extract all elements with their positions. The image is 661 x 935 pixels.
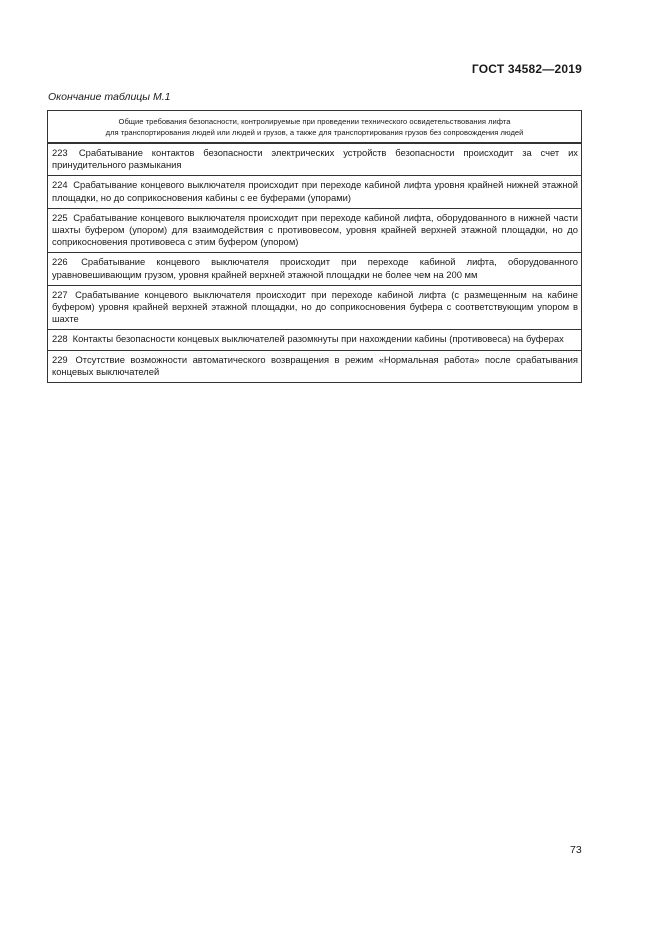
table-row xyxy=(48,143,582,176)
requirement-text: Срабатывание контактов безопасности электрических устройств безопасности происходит за счет их принудительного размыкания xyxy=(52,147,578,171)
table-cell xyxy=(48,253,582,285)
table-row xyxy=(48,285,582,330)
table-header-row xyxy=(48,111,582,144)
table-row xyxy=(48,208,582,253)
document-code: ГОСТ 34582—2019 xyxy=(471,62,582,76)
table-cell xyxy=(48,285,582,330)
table-cell xyxy=(48,350,582,382)
table-header-line-2: для транспортирования людей или людей и грузов, а также для транспортирования грузов без сопровождения людей xyxy=(105,128,524,137)
table-cell xyxy=(48,143,582,176)
requirement-number: 227 xyxy=(52,288,68,300)
table-row xyxy=(48,176,582,208)
page-number: 73 xyxy=(570,844,582,856)
requirement-text: Срабатывание концевого выключателя происходит при переходе кабиной лифта, оборудованного уравновешивающим грузом, уровня крайней верхней этажной площадки не более чем на 200 мм xyxy=(52,256,578,280)
table-row xyxy=(48,253,582,285)
table-cell xyxy=(48,176,582,208)
table-row xyxy=(48,330,582,350)
requirements-table xyxy=(47,110,582,383)
requirement-number: 223 xyxy=(52,147,68,158)
table-caption: Окончание таблицы М.1 xyxy=(48,91,171,103)
requirement-text: Контакты безопасности концевых выключателей разомкнуты при нахождении кабины (противовеса) на буферах xyxy=(72,333,564,345)
table-header-line-1: Общие требования безопасности, контролируемые при проведении технического освидетельствования лифта xyxy=(118,117,511,126)
table-row xyxy=(48,350,582,382)
table-header-cell xyxy=(48,111,582,144)
table-cell xyxy=(48,330,582,350)
requirement-text: Срабатывание концевого выключателя происходит при переходе кабиной лифта, оборудованного в нижней части шахты буфером (упором) для взаимодействия с противовесом, уровня крайней верхней этажной площадки, но до соприкосновения противовеса с этим буфером (упором) xyxy=(52,211,578,248)
requirement-number: 226 xyxy=(52,256,68,268)
requirement-text: Отсутствие возможности автоматического возвращения в режим «Нормальная работа» после срабатывания концевых выключателей xyxy=(52,353,578,377)
requirement-number: 228 xyxy=(52,333,68,345)
table-cell xyxy=(48,208,582,253)
requirement-text: Срабатывание концевого выключателя происходит при переходе кабиной лифта (с размещенным на кабине буфером) уровня крайней верхней этажной площадки, но до соприкосновения буфера с соответствующим упором в шахте xyxy=(52,288,578,325)
requirement-number: 224 xyxy=(52,179,68,191)
requirement-number: 229 xyxy=(52,353,68,365)
requirement-text: Срабатывание концевого выключателя происходит при переходе кабиной лифта уровня крайней нижней этажной площадки, но до соприкосновения кабины с ее буферами (упорами) xyxy=(52,179,579,203)
requirement-number: 225 xyxy=(52,211,68,223)
